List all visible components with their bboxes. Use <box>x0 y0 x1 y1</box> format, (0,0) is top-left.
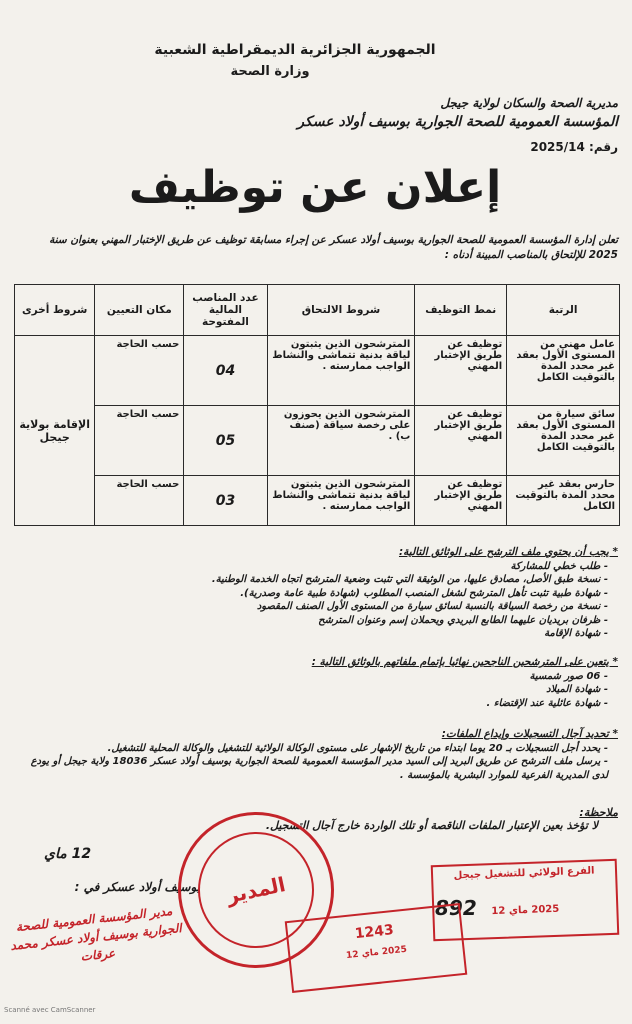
final-docs-section <box>18 656 618 710</box>
header-rank: الرتبة <box>507 285 620 336</box>
registration-number: 1243 <box>354 922 395 943</box>
note-heading: ملاحظة: <box>579 806 618 819</box>
header-count: عدد المناصب المالية المفتوحة <box>184 285 267 336</box>
documents-section <box>18 546 618 641</box>
cell-mode: توظيف عن طريق الإختبار المهني <box>415 476 507 526</box>
cell-rank: حارس بعقد غير محدد المدة بالتوقيت الكامل <box>507 476 620 526</box>
agency-stamp-date: 2025 ماي 12 <box>491 903 560 918</box>
list-item: - ظرفان بريديان عليهما الطابع البريدي ويحملان إسم وعنوان المترشح <box>18 614 608 628</box>
director-label: المدير <box>224 872 288 908</box>
ministry-header: وزارة الصحة <box>230 64 310 79</box>
cell-conditions: المترشحون الذين يحوزون على رخصة سياقة (صنف ب) . <box>267 406 415 476</box>
list-item: - نسخة طبق الأصل، مصادق عليها، من الوثيقة التي تثبت وضعية المترشح اتجاه الخدمة الوطنية. <box>18 573 608 587</box>
signature-stamp-name: مدير المؤسسة العمومية للصحة الجوارية بوسيف أولاد عسكر محمد عرقات <box>9 903 183 964</box>
scanner-footer: Scanné avec CamScanner <box>4 1006 96 1014</box>
table-row <box>15 336 620 406</box>
list-item: - يرسل ملف الترشح عن طريق البريد إلى السيد مدير المؤسسة العمومية للصحة الجوارية بوسيف أولاد عسكر 18036 ولاية جيجل أو يودع لدى المديرية الفرعية للموارد البشرية بالمؤسسة . <box>18 755 608 782</box>
positions-table <box>14 284 620 526</box>
final-docs-heading: * يتعين على المترشحين الناجحين نهائيا بإتمام ملفاتهم بالوثائق التالية : <box>311 656 618 668</box>
registration-date: 2025 ماي 12 <box>345 944 408 962</box>
cell-conditions: المترشحون الذين يثبتون لياقة بدنية تتماشى والنشاط الواجب ممارسته . <box>267 476 415 526</box>
cell-place: حسب الحاجة <box>95 476 184 526</box>
cell-rank: عامل مهني من المستوى الأول بعقد غير محدد المدة بالتوقيت الكامل <box>507 336 620 406</box>
intro-paragraph: تعلن إدارة المؤسسة العمومية للصحة الجوارية بوسيف أولاد عسكر عن إجراء مسابقة توظيف عن طريق الإختبار المهني بعنوان سنة 2025 للإلتحاق بالمناصب المبينة أدناه : <box>49 234 618 261</box>
signature-place: بوسيف أولاد عسكر في : <box>74 880 200 894</box>
page-title: إعلان عن توظيف <box>128 162 502 213</box>
list-item: - طلب خطي للمشاركة <box>18 560 608 574</box>
institution-line: المؤسسة العمومية للصحة الجوارية بوسيف أولاد عسكر <box>297 114 618 130</box>
cell-count: 04 <box>184 336 267 406</box>
agency-stamp-name: الفرع الولائي للتشغيل جيجل <box>453 865 595 882</box>
cell-conditions: المترشحون الذين يثبتون لياقة بدنية تتماشى والنشاط الواجب ممارسته . <box>267 336 415 406</box>
table-row <box>15 406 620 476</box>
republic-header: الجمهورية الجزائرية الديمقراطية الشعبية <box>154 42 436 58</box>
documents-heading: * يجب أن يحتوي ملف الترشح على الوثائق التالية: <box>398 546 618 558</box>
cell-place: حسب الحاجة <box>95 406 184 476</box>
cell-mode: توظيف عن طريق الإختبار المهني <box>415 406 507 476</box>
cell-rank: سائق سيارة من المستوى الأول بعقد غير محدد المدة بالتوقيت الكامل <box>507 406 620 476</box>
table-header-row <box>15 285 620 336</box>
reference-number: رقم: 2025/14 <box>530 140 618 154</box>
directorate-line: مديرية الصحة والسكان لولاية جيجل <box>440 96 618 110</box>
list-item: - شهادة الإقامة <box>18 627 608 641</box>
handwritten-number: 892 <box>435 896 477 920</box>
deadlines-heading: * تحديد آجال التسجيلات وإيداع الملفات: <box>441 728 618 740</box>
list-item: - يحدد أجل التسجيلات بـ 20 يوما ابتداء من تاريخ الإشهار على مستوى الوكالة الولائية للتشغيل والوكالة المحلية للتشغيل. <box>18 742 608 756</box>
deadlines-section <box>18 728 618 782</box>
header-conditions: شروط الالتحاق <box>267 285 415 336</box>
cell-place: حسب الحاجة <box>95 336 184 406</box>
header-other: شروط أخرى <box>15 285 95 336</box>
header-mode: نمط التوظيف <box>415 285 507 336</box>
list-item: - شهادة الميلاد <box>18 683 608 697</box>
note-text: لا تؤخذ بعين الإعتبار الملفات الناقصة أو تلك الواردة خارج آجال التسجيل. <box>265 819 598 832</box>
cell-mode: توظيف عن طريق الإختبار المهني <box>415 336 507 406</box>
handwritten-date: 12 ماي <box>44 846 92 862</box>
table-row <box>15 476 620 526</box>
cell-count: 05 <box>184 406 267 476</box>
list-item: - شهادة طبية تثبت تأهل المترشح لشغل المنصب المطلوب (شهادة طبية عامة وصدرية). <box>18 587 608 601</box>
list-item: - 06 صور شمسية <box>18 670 608 684</box>
list-item: - شهادة عائلية عند الإقتضاء . <box>18 697 608 711</box>
list-item: - نسخة من رخصة السياقة بالنسبة لسائق سيارة من المستوى الأول الصنف المقصود <box>18 600 608 614</box>
cell-count: 03 <box>184 476 267 526</box>
header-place: مكان التعيين <box>95 285 184 336</box>
cell-other-conditions: الإقامة بولاية جيجل <box>15 336 95 526</box>
note-section <box>58 806 618 832</box>
